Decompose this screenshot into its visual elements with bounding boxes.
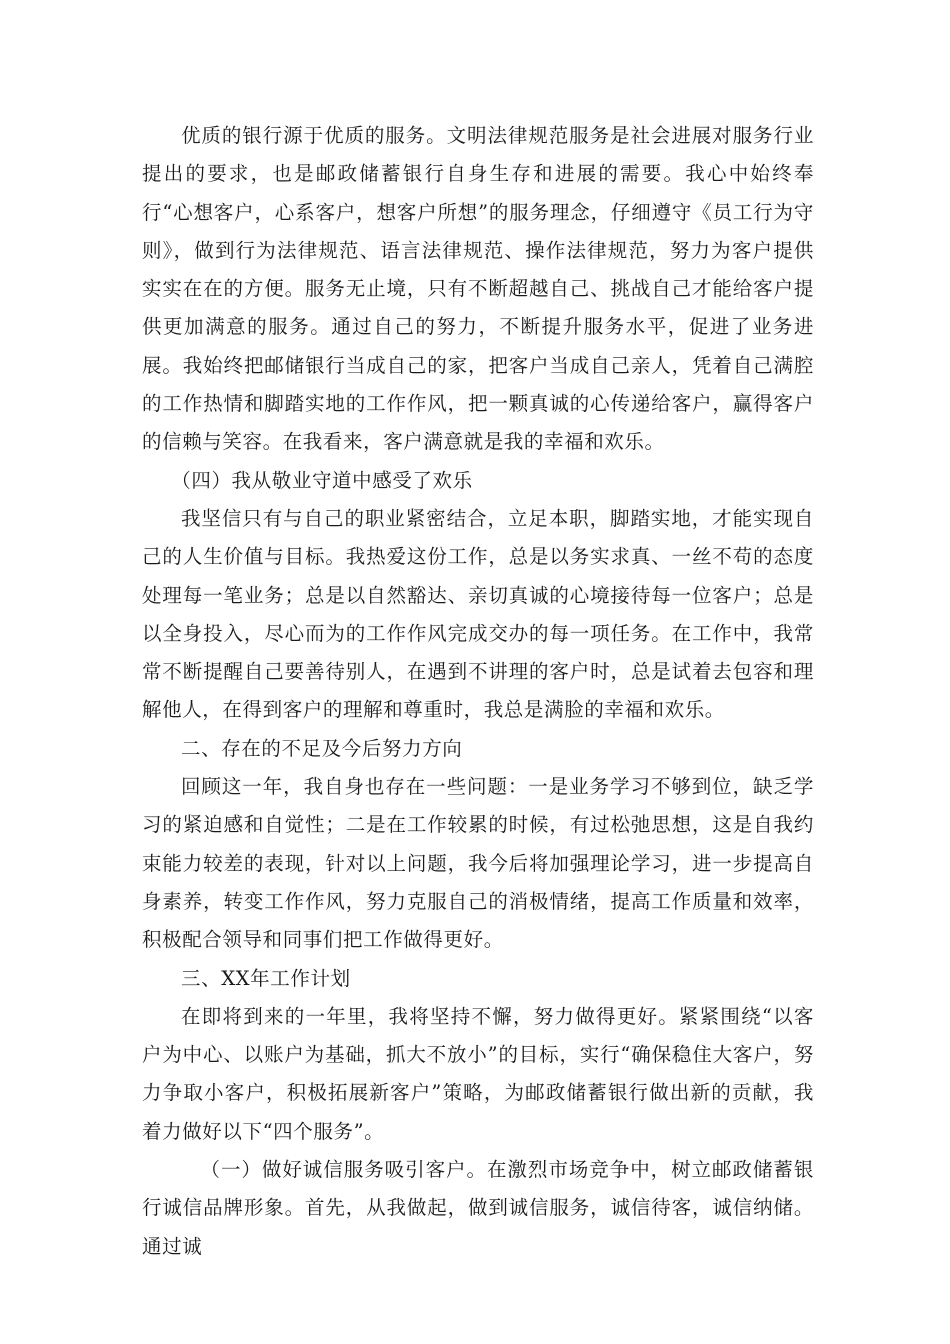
section-heading-shortcomings: 二、存在的不足及今后努力方向 bbox=[181, 736, 463, 760]
paragraph-work-plan: 在即将到来的一年里，我将坚持不懈，努力做得更好。紧紧围绕“以客户为中心、以账户为基础，抓大不放小”的目标，实行“确保稳住大客户，努力争取小客户，积极拓展新客户”策略，为邮政储蓄银行做出新的贡献，我着力做好以下“四个服务”。 bbox=[142, 1004, 814, 1143]
paragraph-dedication: 我坚信只有与自己的职业紧密结合，立足本职，脚踏实地，才能实现自己的人生价值与目标。我热爱这份工作，总是以务实求真、一丝不苟的态度处理每一笔业务；总是以自然豁达、亲切真诚的心境接待每一位客户；总是以全身投入，尽心而为的工作作风完成交办的每一项任务。在工作中，我常常不断提醒自己要善待别人，在遇到不讲理的客户时，总是试着去包容和理解他人，在得到客户的理解和尊重时，我总是满脸的幸福和欢乐。 bbox=[142, 506, 814, 722]
paragraph-integrity-service: （一）做好诚信服务吸引客户。在激烈市场竞争中，树立邮政储蓄银行诚信品牌形象。首先，从我做起，做到诚信服务，诚信待客，诚信纳储。通过诚 bbox=[142, 1158, 814, 1258]
document-body bbox=[142, 117, 814, 1266]
section-heading-work-plan: 三、XX年工作计划 bbox=[181, 966, 351, 990]
paragraph-service-quality: 优质的银行源于优质的服务。文明法律规范服务是社会进展对服务行业提出的要求，也是邮政储蓄银行自身生存和进展的需要。我心中始终奉行“心想客户，心系客户，想客户所想”的服务理念，仔细遵守《员工行为守则》，做到行为法律规范、语言法律规范、操作法律规范，努力为客户提供实实在在的方便。服务无止境，只有不断超越自己、挑战自己才能给客户提供更加满意的服务。通过自己的努力，不断提升服务水平，促进了业务进展。我始终把邮储银行当成自己的家，把客户当成自己亲人，凭着自己满腔的工作热情和脚踏实地的工作作风，把一颗真诚的心传递给客户，赢得客户的信赖与笑容。在我看来，客户满意就是我的幸福和欢乐。 bbox=[142, 124, 814, 454]
paragraph-shortcomings: 回顾这一年，我自身也存在一些问题：一是业务学习不够到位，缺乏学习的紧迫感和自觉性；二是在工作较累的时候，有过松弛思想，这是自我约束能力较差的表现，针对以上问题，我今后将加强理论学习，进一步提高自身素养，转变工作作风，努力克服自己的消极情绪，提高工作质量和效率，积极配合领导和同事们把工作做得更好。 bbox=[142, 775, 814, 952]
subheading-dedication: （四）我从敬业守道中感受了欢乐 bbox=[171, 468, 473, 492]
